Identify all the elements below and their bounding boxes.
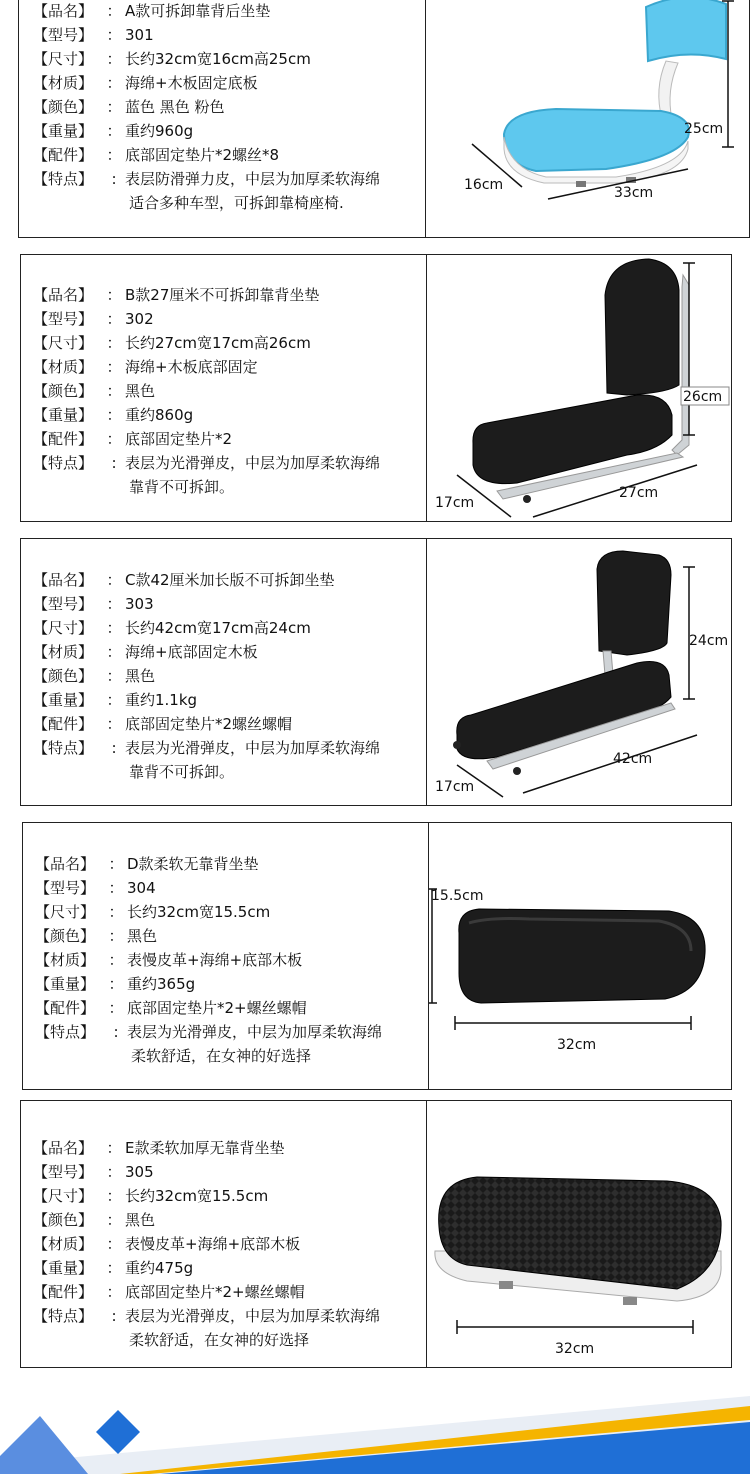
spec-row-name: 【品名】 ： D款柔软无靠背坐垫 [35, 852, 382, 876]
spec-row-color: 【颜色】 ： 黑色 [33, 664, 380, 688]
spec-row-feature: 【特点】 : 表层为光滑弹皮，中层为加厚柔软海绵 [33, 1304, 380, 1328]
size-value: 长约27cm宽17cm高26cm [125, 334, 311, 352]
spec-row-color: 【颜色】 ： 蓝色 黑色 粉色 [33, 95, 380, 119]
product-name: C款42厘米加长版不可拆卸坐垫 [125, 571, 335, 589]
product-name: E款柔软加厚无靠背坐垫 [125, 1139, 285, 1157]
product-photo-c [427, 539, 732, 805]
spec-row-parts: 【配件】 ： 底部固定垫片*2+螺丝螺帽 [33, 1280, 380, 1304]
feature-value: 表层为光滑弹皮，中层为加厚柔软海绵 [127, 1023, 383, 1041]
material-value: 表慢皮革+海绵+底部木板 [125, 1235, 301, 1253]
model-number: 301 [125, 26, 154, 44]
dim-height: 26cm [683, 389, 723, 405]
spec-list [33, 0, 380, 215]
footer-stripes [0, 1376, 750, 1474]
spec-row-material: 【材质】 ： 海绵+木板固定底板 [33, 71, 380, 95]
spec-row-model: 【型号】 ： 301 [33, 23, 380, 47]
material-value: 海绵+底部固定木板 [125, 643, 258, 661]
color-value: 黑色 [125, 667, 156, 685]
model-number: 302 [125, 310, 154, 328]
dim-width: 15.5cm [431, 888, 484, 904]
spec-row-weight: 【重量】 ： 重约1.1kg [33, 688, 380, 712]
dim-height: 24cm [689, 633, 729, 649]
spec-row-material: 【材质】 ： 表慢皮革+海绵+底部木板 [35, 948, 382, 972]
label-name: 【品名】 [33, 2, 94, 20]
weight-value: 重约960g [125, 122, 194, 140]
dim-height: 25cm [684, 121, 724, 137]
model-number: 303 [125, 595, 154, 613]
spec-row-parts: 【配件】 ： 底部固定垫片*2螺丝*8 [33, 143, 380, 167]
material-value: 表慢皮革+海绵+底部木板 [127, 951, 303, 969]
black-seat-illustration [427, 255, 732, 521]
textured-cushion-illustration [427, 1101, 732, 1367]
spec-row-weight: 【重量】 ： 重约960g [33, 119, 380, 143]
parts-value: 底部固定垫片*2 [125, 430, 233, 448]
parts-value: 底部固定垫片*2螺丝*8 [125, 146, 280, 164]
product-card-e [20, 1100, 732, 1368]
dim-length: 32cm [555, 1341, 595, 1357]
dim-width: 16cm [464, 177, 504, 193]
product-card-a [18, 0, 750, 238]
black-cushion-illustration [429, 823, 732, 1089]
feature-value: 表层防滑弹力皮，中层为加厚柔软海绵 [125, 170, 381, 188]
spec-row-name: 【品名】 ： C款42厘米加长版不可拆卸坐垫 [33, 568, 380, 592]
color-value: 黑色 [127, 927, 158, 945]
material-value: 海绵+木板底部固定 [125, 358, 258, 376]
spec-row-feature: 【特点】 : 表层为光滑弹皮，中层为加厚柔软海绵 [33, 736, 380, 760]
spec-row-color: 【颜色】 ： 黑色 [33, 379, 380, 403]
weight-value: 重约860g [125, 406, 194, 424]
parts-value: 底部固定垫片*2螺丝螺帽 [125, 715, 293, 733]
feature-continued: 适合多种车型，可拆卸靠椅座椅. [129, 194, 344, 212]
feature-value: 表层为光滑弹皮，中层为加厚柔软海绵 [125, 1307, 381, 1325]
footer-banner [0, 1376, 750, 1474]
feature-value: 表层为光滑弹皮，中层为加厚柔软海绵 [125, 454, 381, 472]
parts-value: 底部固定垫片*2+螺丝螺帽 [127, 999, 307, 1017]
product-name: A款可拆卸靠背后坐垫 [125, 2, 271, 20]
spec-list [33, 568, 380, 784]
product-photo-a [426, 0, 749, 237]
spec-row-size: 【尺寸】 ： 长约32cm宽16cm高25cm [33, 47, 380, 71]
spec-row-weight: 【重量】 ： 重约860g [33, 403, 380, 427]
parts-value: 底部固定垫片*2+螺丝螺帽 [125, 1283, 305, 1301]
spec-row-model: 【型号】 ： 305 [33, 1160, 380, 1184]
spec-row-material: 【材质】 ： 海绵+底部固定木板 [33, 640, 380, 664]
blue-seat-illustration [426, 0, 749, 237]
spec-row-size: 【尺寸】 ： 长约42cm宽17cm高24cm [33, 616, 380, 640]
dim-length: 33cm [614, 185, 654, 201]
model-number: 305 [125, 1163, 154, 1181]
spec-row-model: 【型号】 ： 303 [33, 592, 380, 616]
model-number: 304 [127, 879, 156, 897]
spec-row-name: 【品名】 ： E款柔软加厚无靠背坐垫 [33, 1136, 380, 1160]
dim-length: 42cm [613, 751, 653, 767]
black-long-seat-illustration [427, 539, 732, 805]
color-value: 黑色 [125, 1211, 156, 1229]
product-name: D款柔软无靠背坐垫 [127, 855, 259, 873]
size-value: 长约32cm宽15.5cm [125, 1187, 269, 1205]
spec-row-material: 【材质】 ： 表慢皮革+海绵+底部木板 [33, 1232, 380, 1256]
spec-row-weight: 【重量】 ： 重约365g [35, 972, 382, 996]
weight-value: 重约1.1kg [125, 691, 198, 709]
feature-continued: 靠背不可拆卸。 [129, 478, 235, 496]
product-card-c [20, 538, 732, 806]
dim-width: 17cm [435, 495, 475, 511]
spec-row-parts: 【配件】 ： 底部固定垫片*2 [33, 427, 380, 451]
weight-value: 重约475g [125, 1259, 194, 1277]
color-value: 蓝色 黑色 粉色 [125, 98, 225, 116]
spec-row-name: 【品名】 ： B款27厘米不可拆卸靠背坐垫 [33, 283, 380, 307]
spec-row-color: 【颜色】 ： 黑色 [33, 1208, 380, 1232]
dim-length: 32cm [557, 1037, 597, 1053]
spec-row-parts: 【配件】 ： 底部固定垫片*2螺丝螺帽 [33, 712, 380, 736]
spec-row-weight: 【重量】 ： 重约475g [33, 1256, 380, 1280]
spec-list [33, 1136, 380, 1352]
feature-continued: 柔软舒适，在女神的好选择 [131, 1047, 312, 1065]
spec-row-model: 【型号】 ： 304 [35, 876, 382, 900]
product-photo-b [427, 255, 732, 521]
product-name: B款27厘米不可拆卸靠背坐垫 [125, 286, 320, 304]
feature-continued: 靠背不可拆卸。 [129, 763, 235, 781]
product-photo-d [429, 823, 732, 1089]
spec-row-feature: 【特点】 : 表层防滑弹力皮，中层为加厚柔软海绵 [33, 167, 380, 191]
spec-row-feature: 【特点】 : 表层为光滑弹皮，中层为加厚柔软海绵 [33, 451, 380, 475]
feature-value: 表层为光滑弹皮，中层为加厚柔软海绵 [125, 739, 381, 757]
size-value: 长约32cm宽15.5cm [127, 903, 271, 921]
spec-row-size: 【尺寸】 ： 长约27cm宽17cm高26cm [33, 331, 380, 355]
spec-row-size: 【尺寸】 ： 长约32cm宽15.5cm [33, 1184, 380, 1208]
color-value: 黑色 [125, 382, 156, 400]
spec-row-feature: 【特点】 : 表层为光滑弹皮，中层为加厚柔软海绵 [35, 1020, 382, 1044]
product-card-d [22, 822, 732, 1090]
spec-row-material: 【材质】 ： 海绵+木板底部固定 [33, 355, 380, 379]
feature-continued: 柔软舒适，在女神的好选择 [129, 1331, 310, 1349]
material-value: 海绵+木板固定底板 [125, 74, 258, 92]
size-value: 长约32cm宽16cm高25cm [125, 50, 311, 68]
dim-width: 17cm [435, 779, 475, 795]
weight-value: 重约365g [127, 975, 196, 993]
product-photo-e [427, 1101, 732, 1367]
spec-row-model: 【型号】 ： 302 [33, 307, 380, 331]
spec-row-size: 【尺寸】 ： 长约32cm宽15.5cm [35, 900, 382, 924]
spec-row-color: 【颜色】 ： 黑色 [35, 924, 382, 948]
dim-length: 27cm [619, 485, 659, 501]
size-value: 长约42cm宽17cm高24cm [125, 619, 311, 637]
spec-list [33, 283, 380, 499]
spec-list [35, 852, 382, 1068]
spec-row-name: 【品名】 ： A款可拆卸靠背后坐垫 [33, 0, 380, 23]
spec-row-parts: 【配件】 ： 底部固定垫片*2+螺丝螺帽 [35, 996, 382, 1020]
product-card-b [20, 254, 732, 522]
